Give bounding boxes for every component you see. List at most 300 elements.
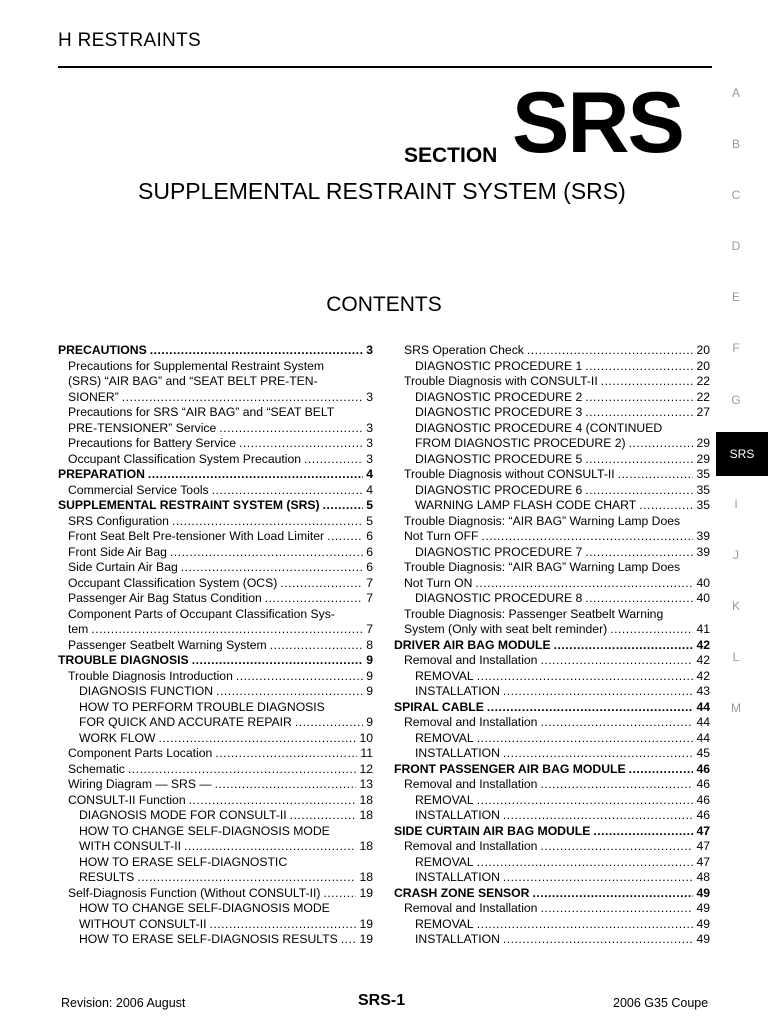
- toc-entry-title: Trouble Diagnosis: “AIR BAG” Warning Lamp Does: [404, 513, 681, 528]
- toc-entry[interactable]: [58, 715, 373, 731]
- toc-dot-leader: [629, 436, 694, 452]
- toc-entry-title: Side Curtain Air Bag: [68, 560, 178, 574]
- toc-entry[interactable]: [58, 762, 373, 778]
- toc-dot-leader: [184, 839, 356, 855]
- toc-dot-leader: [215, 777, 357, 793]
- toc-dot-leader: [137, 870, 356, 886]
- section-code: SRS: [512, 75, 683, 171]
- toc-entry-page: 49: [696, 932, 710, 946]
- toc-entry[interactable]: [394, 638, 710, 654]
- toc-dot-leader: [341, 932, 357, 948]
- toc-entry[interactable]: [394, 467, 710, 483]
- toc-entry[interactable]: [58, 343, 373, 359]
- toc-dot-leader: [477, 731, 694, 747]
- toc-entry-page: 22: [696, 374, 710, 388]
- toc-dot-leader: [540, 715, 693, 731]
- toc-dot-leader: [280, 576, 363, 592]
- toc-entry[interactable]: [58, 793, 373, 809]
- toc-entry-title: Precautions for Battery Service: [68, 436, 236, 450]
- toc-entry-title: SRS Configuration: [68, 513, 169, 528]
- toc-entry-title: Commercial Service Tools: [68, 482, 209, 497]
- toc-entry[interactable]: [394, 793, 710, 809]
- toc-dot-leader: [159, 731, 357, 747]
- toc-entry[interactable]: [58, 483, 373, 499]
- section-tab[interactable]: I: [734, 497, 738, 511]
- toc-dot-leader: [593, 824, 693, 840]
- toc-left-column: [58, 343, 373, 948]
- toc-dot-leader: [323, 498, 364, 514]
- vehicle-model: 2006 G35 Coupe: [613, 996, 709, 1010]
- toc-entry[interactable]: [394, 808, 710, 824]
- toc-entry-title: REMOVAL: [415, 730, 474, 745]
- toc-entry-page: 9: [366, 668, 373, 683]
- toc-entry-title: Not Turn ON: [404, 575, 473, 590]
- toc-entry-page: 18: [359, 792, 373, 807]
- toc-entry-page: 18: [359, 839, 373, 853]
- section-tab[interactable]: D: [731, 239, 741, 253]
- toc-entry-title: DIAGNOSIS MODE FOR CONSULT-II: [79, 808, 287, 822]
- toc-dot-leader: [540, 777, 693, 793]
- toc-entry[interactable]: [58, 901, 373, 917]
- toc-dot-leader: [236, 669, 363, 685]
- toc-entry[interactable]: [394, 855, 710, 871]
- toc-entry-page: 3: [366, 389, 373, 404]
- toc-entry-title: WARNING LAMP FLASH CODE CHART: [415, 498, 637, 512]
- toc-entry[interactable]: [394, 390, 710, 406]
- toc-entry-page: 42: [696, 637, 710, 652]
- toc-dot-leader: [477, 669, 694, 685]
- toc-entry-title: TROUBLE DIAGNOSIS: [58, 653, 189, 667]
- toc-entry-page: 46: [696, 792, 710, 807]
- toc-entry[interactable]: [394, 498, 710, 514]
- toc-entry[interactable]: [58, 855, 373, 871]
- toc-entry[interactable]: [394, 359, 710, 375]
- toc-entry-title: REMOVAL: [415, 792, 474, 807]
- toc-entry[interactable]: [58, 560, 373, 576]
- toc-entry[interactable]: [394, 653, 710, 669]
- section-tab[interactable]: A: [731, 86, 740, 100]
- toc-entry-title: Self-Diagnosis Function (Without CONSULT-II): [68, 885, 321, 900]
- toc-entry-page: 3: [366, 420, 373, 435]
- toc-entry[interactable]: [58, 746, 373, 762]
- toc-entry-title: DRIVER AIR BAG MODULE: [394, 637, 551, 652]
- toc-entry[interactable]: [58, 638, 373, 654]
- toc-entry-page: 22: [696, 389, 710, 404]
- toc-entry-title: HOW TO PERFORM TROUBLE DIAGNOSIS: [79, 699, 325, 714]
- toc-entry-page: 5: [366, 513, 373, 528]
- toc-dot-leader: [482, 529, 694, 545]
- toc-entry[interactable]: [394, 746, 710, 762]
- toc-entry-page: 39: [696, 544, 710, 559]
- toc-entry[interactable]: [58, 374, 373, 390]
- toc-entry[interactable]: [394, 591, 710, 607]
- toc-dot-leader: [503, 932, 694, 948]
- toc-entry-page: 8: [366, 637, 373, 652]
- section-tab[interactable]: K: [731, 599, 740, 613]
- toc-entry-page: 18: [359, 870, 373, 884]
- toc-entry-title: REMOVAL: [415, 854, 474, 869]
- toc-entry-page: 12: [359, 761, 373, 776]
- toc-entry-title: tem: [68, 622, 89, 636]
- toc-entry[interactable]: [58, 917, 373, 933]
- toc-entry[interactable]: [58, 607, 373, 623]
- toc-entry-page: 10: [359, 730, 373, 745]
- toc-entry-title: System (Only with seat belt reminder): [404, 622, 608, 636]
- toc-entry[interactable]: [394, 622, 710, 638]
- toc-entry-title: DIAGNOSTIC PROCEDURE 6: [415, 482, 583, 497]
- toc-entry[interactable]: [394, 777, 710, 793]
- toc-dot-leader: [170, 545, 363, 561]
- toc-entry[interactable]: [58, 467, 373, 483]
- toc-entry-title: Removal and Installation: [404, 777, 538, 791]
- toc-entry[interactable]: [394, 405, 710, 421]
- toc-entry[interactable]: [394, 607, 710, 623]
- toc-entry-title: SPIRAL CABLE: [394, 699, 484, 714]
- toc-entry-page: 18: [359, 808, 373, 822]
- toc-entry-page: 9: [366, 684, 373, 698]
- toc-entry[interactable]: [394, 436, 710, 452]
- toc-entry-page: 3: [366, 436, 373, 450]
- toc-dot-leader: [554, 638, 694, 654]
- toc-entry[interactable]: [58, 808, 373, 824]
- toc-entry-title: REMOVAL: [415, 916, 474, 931]
- toc-entry[interactable]: [58, 777, 373, 793]
- toc-right-column: [394, 343, 710, 948]
- toc-entry-page: 46: [696, 777, 710, 791]
- toc-dot-leader: [290, 808, 357, 824]
- contents-heading: CONTENTS: [326, 293, 442, 316]
- toc-entry-title: INSTALLATION: [415, 808, 500, 822]
- toc-dot-leader: [527, 343, 694, 359]
- toc-dot-leader: [215, 746, 357, 762]
- toc-dot-leader: [475, 576, 693, 592]
- toc-entry[interactable]: [394, 886, 710, 902]
- toc-entry[interactable]: [394, 700, 710, 716]
- toc-entry-title: (SRS) “AIR BAG” and “SEAT BELT PRE-TEN-: [68, 374, 318, 388]
- toc-entry[interactable]: [394, 545, 710, 561]
- toc-dot-leader: [585, 359, 693, 375]
- toc-entry-page: 9: [366, 653, 373, 667]
- toc-entry-page: 47: [696, 839, 710, 853]
- toc-entry-page: 13: [359, 777, 373, 791]
- toc-entry-page: 3: [366, 451, 373, 466]
- toc-entry-title: Trouble Diagnosis: Passenger Seatbelt Warning: [404, 606, 664, 621]
- section-tab[interactable]: L: [732, 650, 740, 664]
- toc-dot-leader: [265, 591, 363, 607]
- section-tab[interactable]: E: [731, 290, 740, 304]
- toc-dot-leader: [503, 870, 694, 886]
- toc-entry-page: 11: [360, 746, 373, 760]
- toc-entry-title: PRECAUTIONS: [58, 343, 147, 357]
- toc-dot-leader: [503, 808, 694, 824]
- toc-dot-leader: [585, 390, 693, 406]
- toc-dot-leader: [192, 653, 364, 669]
- toc-entry-page: 47: [696, 854, 710, 869]
- toc-entry-title: Removal and Installation: [404, 839, 538, 853]
- toc-entry-page: 19: [359, 885, 373, 900]
- toc-dot-leader: [618, 467, 694, 483]
- toc-entry[interactable]: [58, 886, 373, 902]
- toc-entry-title: Passenger Seatbelt Warning System: [68, 637, 267, 652]
- toc-entry-title: Wiring Diagram — SRS —: [68, 777, 212, 791]
- toc-entry-page: 44: [696, 730, 710, 745]
- toc-entry[interactable]: [394, 901, 710, 917]
- toc-entry-title: Occupant Classification System (OCS): [68, 575, 278, 590]
- toc-entry-title: Trouble Diagnosis Introduction: [68, 668, 233, 683]
- toc-entry-page: 4: [366, 467, 373, 481]
- toc-dot-leader: [585, 545, 693, 561]
- toc-entry-page: 46: [696, 761, 710, 776]
- toc-entry[interactable]: [394, 576, 710, 592]
- toc-dot-leader: [503, 684, 694, 700]
- toc-dot-leader: [639, 498, 693, 514]
- toc-entry-title: PREPARATION: [58, 467, 145, 481]
- toc-entry[interactable]: [58, 359, 373, 375]
- toc-entry-title: DIAGNOSIS FUNCTION: [79, 684, 214, 698]
- toc-entry-page: 49: [696, 885, 710, 900]
- toc-entry-title: Component Parts of Occupant Classification Sys-: [68, 606, 335, 621]
- toc-dot-leader: [585, 591, 693, 607]
- toc-dot-leader: [212, 483, 364, 499]
- toc-dot-leader: [150, 343, 364, 359]
- toc-entry-title: DIAGNOSTIC PROCEDURE 2: [415, 389, 583, 404]
- toc-entry[interactable]: [58, 622, 373, 638]
- toc-entry[interactable]: [394, 917, 710, 933]
- toc-entry-title: WITH CONSULT-II: [79, 839, 182, 853]
- toc-entry-title: Front Seat Belt Pre-tensioner With Load Limiter: [68, 529, 325, 543]
- toc-entry-title: INSTALLATION: [415, 870, 500, 884]
- toc-dot-leader: [477, 855, 694, 871]
- toc-entry-page: 49: [696, 901, 710, 915]
- toc-entry[interactable]: [58, 405, 373, 421]
- page-number: SRS-1: [358, 992, 406, 1009]
- toc-entry-title: Removal and Installation: [404, 901, 538, 915]
- toc-entry[interactable]: [394, 684, 710, 700]
- toc-entry[interactable]: [58, 529, 373, 545]
- toc-dot-leader: [503, 746, 694, 762]
- toc-entry-page: 35: [696, 467, 710, 481]
- toc-entry[interactable]: [394, 669, 710, 685]
- toc-entry-page: 6: [366, 529, 373, 543]
- toc-entry-title: HOW TO ERASE SELF-DIAGNOSTIC: [79, 854, 288, 869]
- toc-entry-page: 46: [696, 808, 710, 822]
- toc-entry[interactable]: [58, 839, 373, 855]
- toc-entry[interactable]: [394, 374, 710, 390]
- toc-entry-title: DIAGNOSTIC PROCEDURE 1: [415, 358, 583, 373]
- toc-entry[interactable]: [58, 576, 373, 592]
- toc-entry-title: RESULTS: [79, 870, 135, 884]
- toc-entry[interactable]: [58, 700, 373, 716]
- toc-entry-page: 6: [366, 560, 373, 574]
- toc-entry-page: 27: [696, 405, 710, 419]
- toc-entry-title: WITHOUT CONSULT-II: [79, 916, 207, 931]
- toc-entry[interactable]: [394, 529, 710, 545]
- toc-entry[interactable]: [394, 870, 710, 886]
- toc-entry-page: 47: [696, 823, 710, 838]
- toc-entry-title: INSTALLATION: [415, 746, 500, 760]
- toc-entry-title: FRONT PASSENGER AIR BAG MODULE: [394, 761, 626, 776]
- toc-entry-title: SUPPLEMENTAL RESTRAINT SYSTEM (SRS): [58, 498, 320, 512]
- toc-entry[interactable]: [58, 684, 373, 700]
- toc-entry-page: 6: [366, 544, 373, 559]
- toc-entry[interactable]: [58, 731, 373, 747]
- toc-dot-leader: [477, 793, 694, 809]
- toc-entry-page: 39: [696, 529, 710, 543]
- section-tab[interactable]: B: [731, 137, 740, 151]
- section-tab[interactable]: C: [731, 188, 741, 202]
- toc-dot-leader: [148, 467, 363, 483]
- toc-dot-leader: [540, 839, 693, 855]
- toc-dot-leader: [91, 622, 363, 638]
- toc-dot-leader: [610, 622, 693, 638]
- toc-entry[interactable]: [394, 839, 710, 855]
- toc-entry[interactable]: [58, 669, 373, 685]
- toc-entry-page: 19: [359, 932, 373, 946]
- toc-entry[interactable]: [58, 932, 373, 948]
- toc-entry-page: 4: [366, 482, 373, 497]
- toc-dot-leader: [323, 886, 356, 902]
- toc-dot-leader: [270, 638, 364, 654]
- toc-entry[interactable]: [394, 343, 710, 359]
- toc-dot-leader: [219, 421, 363, 437]
- toc-entry[interactable]: [394, 560, 710, 576]
- toc-dot-leader: [601, 374, 694, 390]
- toc-dot-leader: [585, 483, 693, 499]
- toc-entry-page: 35: [696, 482, 710, 497]
- toc-entry-title: Removal and Installation: [404, 653, 538, 667]
- toc-dot-leader: [540, 901, 693, 917]
- toc-entry-title: Precautions for SRS “AIR BAG” and “SEAT BELT: [68, 405, 335, 419]
- toc-entry-page: 42: [696, 668, 710, 683]
- toc-entry-title: INSTALLATION: [415, 684, 500, 698]
- section-tab[interactable]: F: [732, 341, 740, 355]
- toc-entry[interactable]: [394, 762, 710, 778]
- toc-entry[interactable]: [58, 498, 373, 514]
- toc-entry-title: FOR QUICK AND ACCURATE REPAIR: [79, 715, 292, 729]
- toc-entry[interactable]: [58, 452, 373, 468]
- toc-entry-title: CRASH ZONE SENSOR: [394, 885, 530, 900]
- toc-dot-leader: [189, 793, 357, 809]
- toc-dot-leader: [181, 560, 363, 576]
- toc-entry-title: SIDE CURTAIN AIR BAG MODULE: [394, 823, 591, 838]
- toc-entry[interactable]: [394, 932, 710, 948]
- toc-entry[interactable]: [394, 731, 710, 747]
- toc-entry[interactable]: [58, 436, 373, 452]
- toc-entry[interactable]: [394, 421, 710, 437]
- toc-entry-page: 44: [696, 699, 710, 714]
- toc-entry-title: Front Side Air Bag: [68, 544, 167, 559]
- toc-dot-leader: [128, 762, 357, 778]
- toc-entry-page: 29: [696, 451, 710, 466]
- toc-entry[interactable]: [58, 514, 373, 530]
- toc-entry[interactable]: [58, 390, 373, 406]
- toc-entry-page: 7: [366, 622, 373, 636]
- toc-dot-leader: [216, 684, 363, 700]
- toc-entry-page: 44: [696, 715, 710, 729]
- toc-dot-leader: [327, 529, 363, 545]
- toc-entry[interactable]: [58, 870, 373, 886]
- toc-entry[interactable]: [394, 824, 710, 840]
- toc-entry-title: SRS Operation Check: [404, 343, 524, 357]
- toc-dot-leader: [172, 514, 363, 530]
- toc-entry-title: DIAGNOSTIC PROCEDURE 3: [415, 405, 583, 419]
- toc-entry[interactable]: [394, 514, 710, 530]
- toc-entry-title: DIAGNOSTIC PROCEDURE 4 (CONTINUED: [415, 420, 663, 435]
- section-tab[interactable]: G: [731, 393, 741, 407]
- toc-entry-title: CONSULT-II Function: [68, 792, 186, 807]
- toc-dot-leader: [477, 917, 694, 933]
- toc-entry[interactable]: [58, 421, 373, 437]
- toc-entry-page: 41: [696, 622, 710, 636]
- toc-entry-page: 48: [696, 870, 710, 884]
- toc-entry-page: 20: [696, 358, 710, 373]
- toc-entry[interactable]: [394, 715, 710, 731]
- toc-entry[interactable]: [58, 653, 373, 669]
- toc-entry-title: FROM DIAGNOSTIC PROCEDURE 2): [415, 436, 626, 450]
- toc-entry-page: 42: [696, 653, 710, 667]
- section-tab[interactable]: M: [731, 701, 741, 715]
- toc-entry-title: Trouble Diagnosis with CONSULT-II: [404, 374, 598, 388]
- section-tab[interactable]: J: [733, 548, 739, 562]
- toc-entry-title: PRE-TENSIONER” Service: [68, 420, 217, 435]
- toc-entry-page: 40: [696, 575, 710, 590]
- revision-date: Revision: 2006 August: [61, 996, 186, 1010]
- toc-entry-title: DIAGNOSTIC PROCEDURE 5: [415, 451, 583, 466]
- toc-entry-page: 43: [696, 684, 710, 698]
- toc-dot-leader: [304, 452, 363, 468]
- toc-entry-title: WORK FLOW: [79, 730, 156, 745]
- toc-entry-page: 3: [366, 343, 373, 357]
- toc-entry-title: Removal and Installation: [404, 715, 538, 729]
- toc-dot-leader: [540, 653, 693, 669]
- toc-entry[interactable]: [394, 452, 710, 468]
- toc-entry[interactable]: [58, 591, 373, 607]
- toc-entry-page: 19: [359, 916, 373, 931]
- manual-category-header: H RESTRAINTS: [58, 30, 201, 51]
- toc-entry-title: HOW TO ERASE SELF-DIAGNOSIS RESULTS: [79, 932, 338, 946]
- toc-dot-leader: [487, 700, 694, 716]
- toc-entry-page: 20: [696, 343, 710, 357]
- toc-entry-title: Passenger Air Bag Status Condition: [68, 591, 262, 605]
- toc-entry-page: 7: [366, 591, 373, 605]
- toc-entry-title: Component Parts Location: [68, 746, 213, 760]
- toc-entry-title: HOW TO CHANGE SELF-DIAGNOSIS MODE: [79, 823, 330, 838]
- toc-entry-title: Trouble Diagnosis: “AIR BAG” Warning Lamp Does: [404, 560, 681, 574]
- toc-entry-title: Trouble Diagnosis without CONSULT-II: [404, 467, 615, 481]
- header-divider: [58, 66, 712, 68]
- section-label: SECTION: [404, 144, 498, 167]
- toc-entry-page: 9: [366, 715, 373, 729]
- toc-dot-leader: [629, 762, 694, 778]
- toc-entry[interactable]: [394, 483, 710, 499]
- toc-entry-page: 40: [696, 591, 710, 605]
- toc-entry-title: Occupant Classification System Precaution: [68, 451, 302, 466]
- toc-dot-leader: [122, 390, 363, 406]
- toc-entry-title: Precautions for Supplemental Restraint System: [68, 358, 325, 373]
- toc-entry-title: SIONER”: [68, 389, 119, 404]
- toc-dot-leader: [239, 436, 363, 452]
- toc-dot-leader: [585, 405, 693, 421]
- toc-dot-leader: [295, 715, 363, 731]
- toc-entry-title: DIAGNOSTIC PROCEDURE 7: [415, 544, 583, 559]
- toc-entry-title: INSTALLATION: [415, 932, 500, 946]
- toc-entry[interactable]: [58, 545, 373, 561]
- toc-entry-title: HOW TO CHANGE SELF-DIAGNOSIS MODE: [79, 901, 330, 915]
- toc-entry-page: 35: [696, 498, 710, 512]
- toc-entry-page: 7: [366, 575, 373, 590]
- section-tab-active[interactable]: SRS: [716, 432, 768, 476]
- toc-entry[interactable]: [58, 824, 373, 840]
